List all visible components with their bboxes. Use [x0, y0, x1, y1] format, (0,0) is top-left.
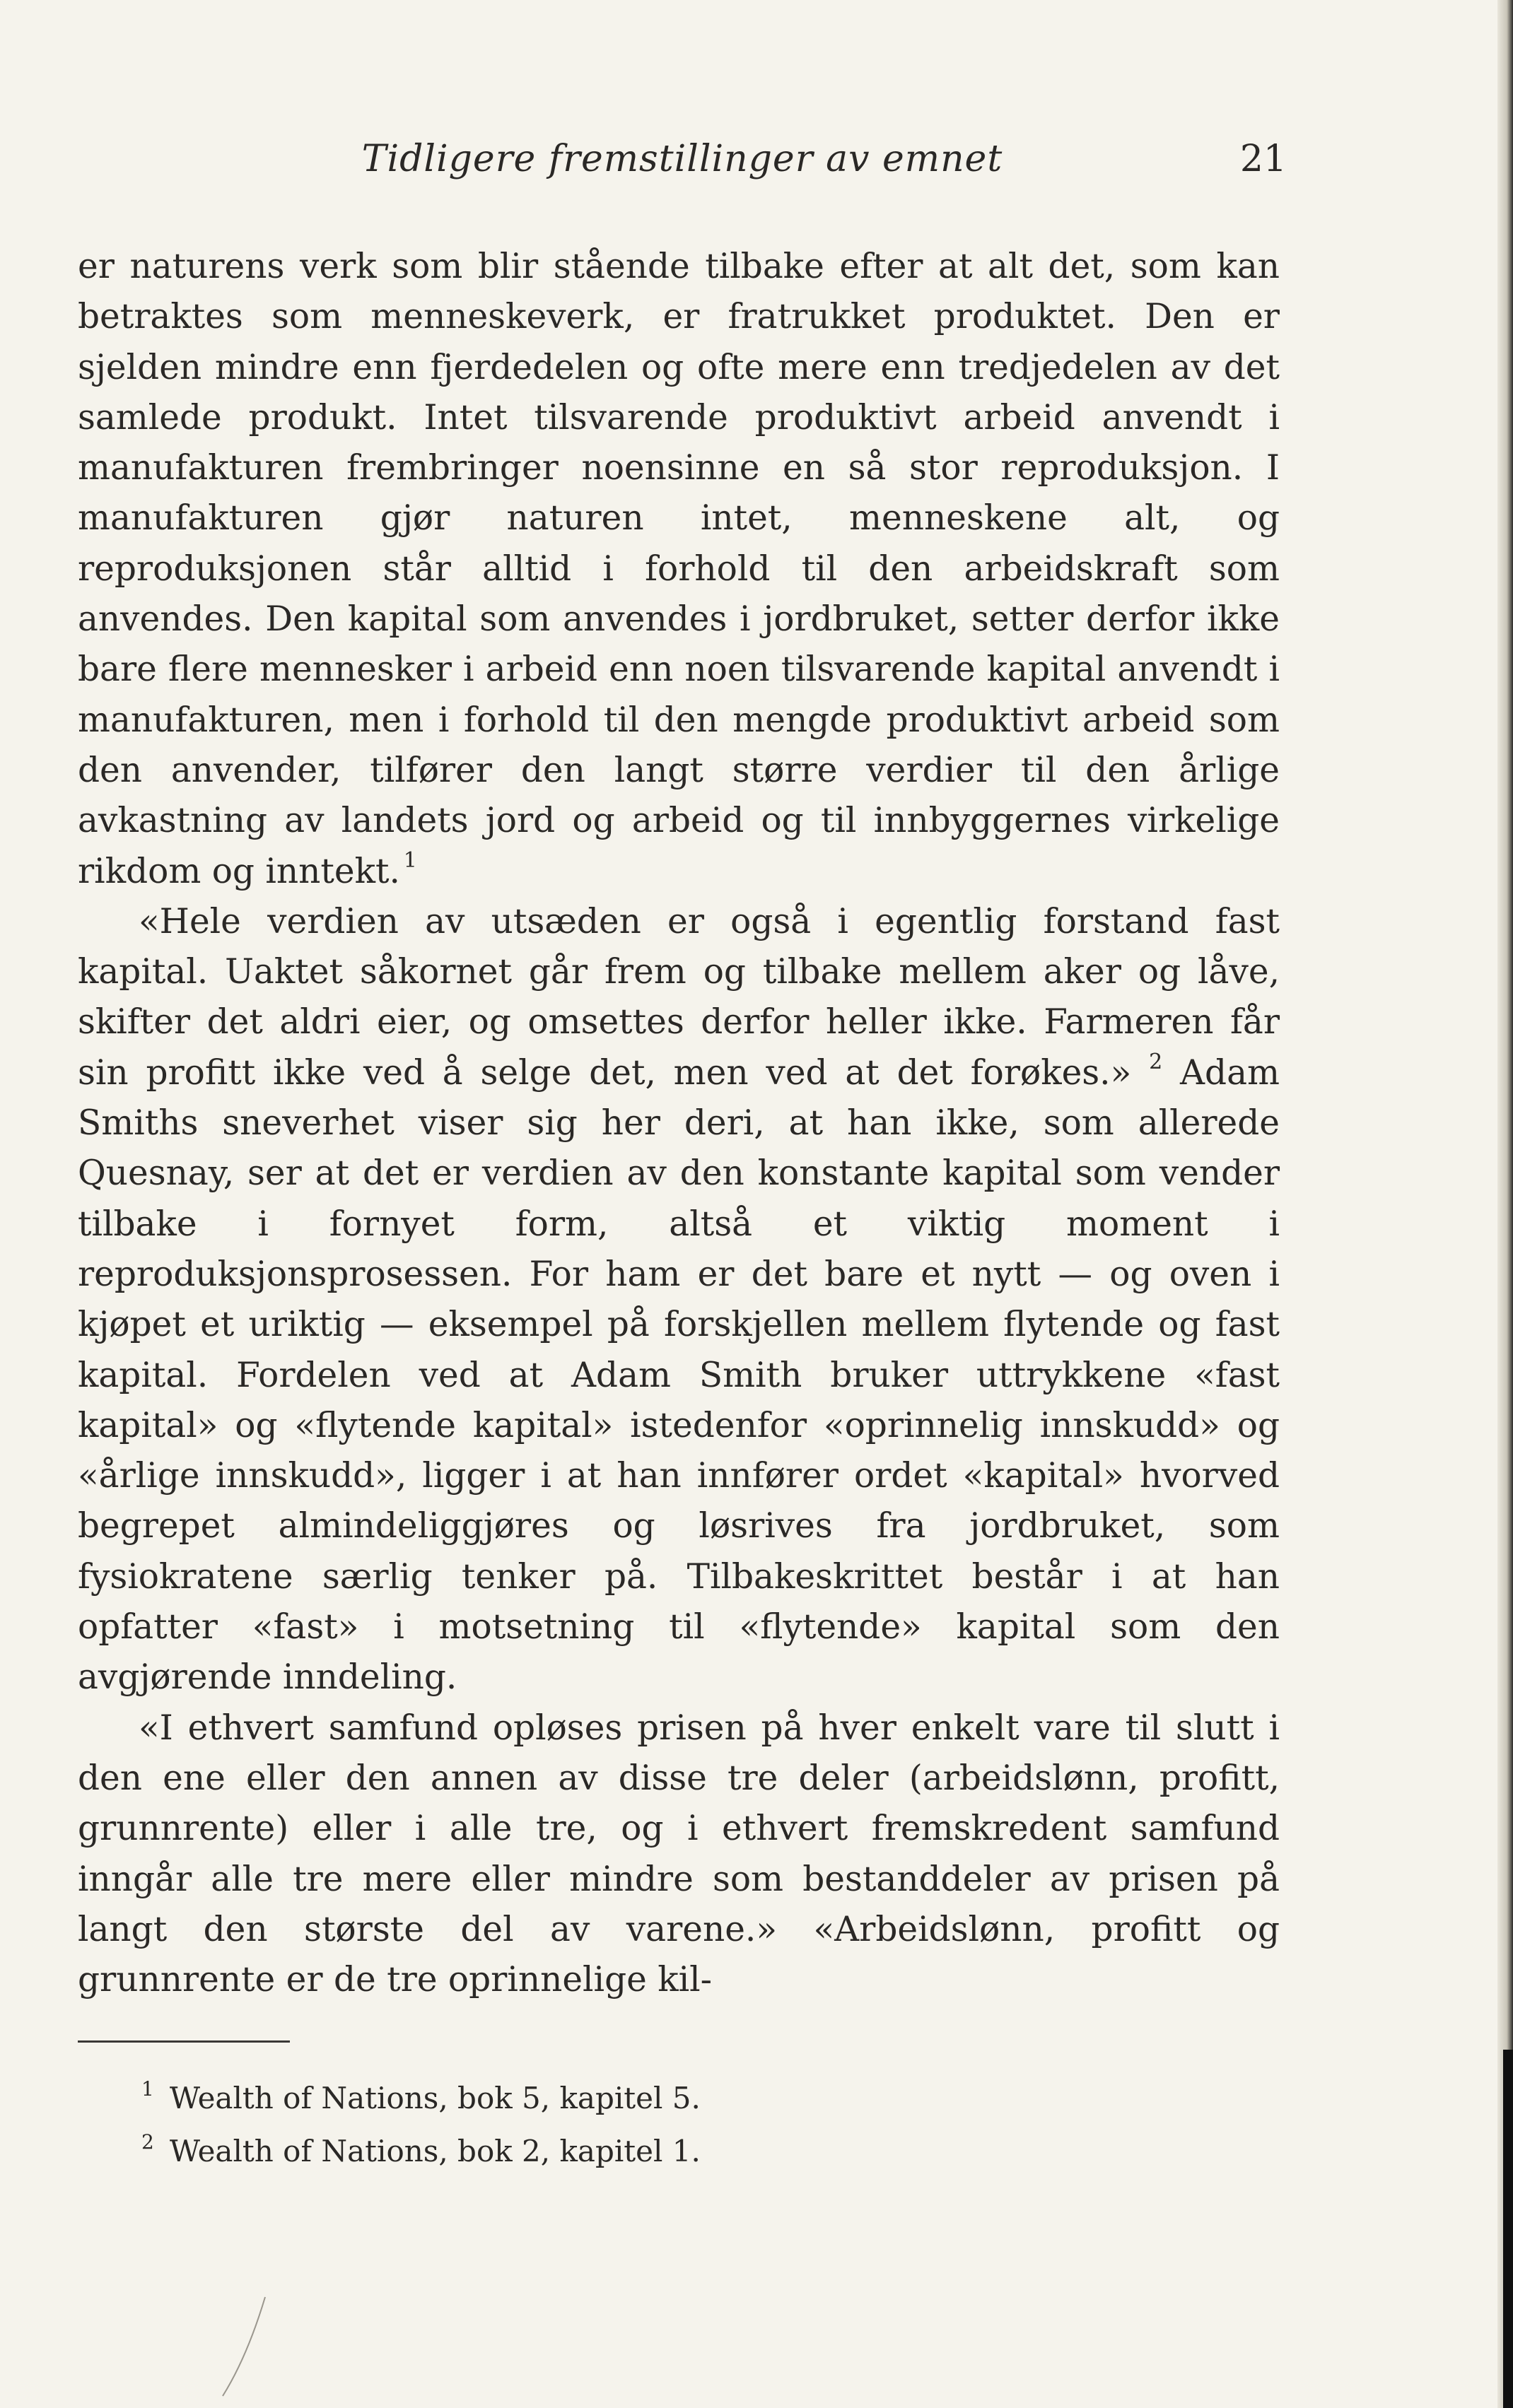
footnote-divider [78, 2040, 290, 2043]
book-spine-shadow [1497, 0, 1513, 2408]
book-spine-edge [1503, 2050, 1513, 2408]
paragraph-3-text: «I ethvert samfund opløses prisen på hver enkelt vare til slutt i den ene eller den annen av disse tre deler (arbeidslønn, profitt, grunnrente) eller i alle tre, og i ethvert fremskredent samfund inngår alle tre mere eller mindre som bestanddeler av prisen på langt den største del av varene.» «Arbeidslønn, profitt og grunnrente er de tre oprinnelige kil- [78, 1708, 1280, 2000]
footnote-1 [141, 2067, 1131, 2120]
page-header [78, 138, 1287, 201]
paragraph-2 [78, 897, 1280, 1703]
footnote-ref-2: 2 [1149, 1049, 1163, 1074]
paragraph-2-quote: «Hele verdien av utsæden er også i egentlig forstand fast kapital. Uaktet såkornet går frem og tilbake mellem aker og låve, skifter det aldri eier, og omsettes derfor heller ikke. Farmeren får sin profitt ikke ved å selge det, men ved at det forøkes.» [78, 901, 1280, 1093]
footnote-ref-1: 1 [403, 847, 417, 873]
footnote-2-mark: 2 [141, 2130, 154, 2154]
paragraph-1-text: er naturens verk som blir stående tilbake efter at alt det, som kan betraktes som menneskeverk, er fratrukket produktet. Den er sjelden mindre enn fjerdedelen og ofte mere enn tredjedelen av det samlede produkt. Intet tilsvarende produktivt arbeid anvendt i manufakturen frembringer noensinne en så stor reproduksjon. I manufakturen gjør naturen intet, menneskene alt, og reproduksjonen står alltid i forhold til den arbeidskraft som anvendes. Den kapital som anvendes i jordbruket, setter derfor ikke bare flere mennesker i arbeid enn noen tilsvarende kapital anvendt i manufakturen, men i forhold til den mengde produktivt arbeid som den anvender, tilfører den langt større verdier til den årlige avkastning av landets jord og arbeid og til innbyggernes virkelige rikdom og inntekt. [78, 247, 1280, 891]
paragraph-2-continuation: Adam Smiths sneverhet viser sig her deri, at han ikke, som allerede Quesnay, ser at det er verdien av den konstante kapital som vender tilbake i fornyet form, altså et viktig moment i reproduksjonsprosessen. For ham er det bare et nytt — og oven i kjøpet et uriktig — eksempel på forskjellen mellem flytende og fast kapital. Fordelen ved at Adam Smith bruker uttrykkene «fast kapital» og «flytende kapital» istedenfor «oprinnelig innskudd» og «årlige innskudd», ligger i at han innfører ordet «kapital» hvorved begrepet almindeliggjøres og løsrives fra jordbruket, som fysiokratene særlig tenker på. Tilbakeskrittet består i at han opfatter «fast» i motsetning til «flytende» kapital som den avgjørende inndeling. [78, 1052, 1280, 1698]
page-number: 21 [1239, 138, 1287, 180]
paragraph-1 [78, 242, 1280, 897]
body-text [78, 242, 1280, 2005]
footnote-1-text: Wealth of Nations, bok 5, kapitel 5. [169, 2081, 701, 2115]
footnote-1-mark: 1 [141, 2077, 154, 2101]
footnotes [141, 2067, 1131, 2173]
paragraph-3 [78, 1703, 1280, 2006]
pencil-mark-icon [198, 2290, 283, 2403]
footnote-2 [141, 2120, 1131, 2173]
running-title: Tidligere fremstillinger av emnet [361, 138, 1003, 180]
footnote-2-text: Wealth of Nations, bok 2, kapitel 1. [169, 2134, 701, 2168]
